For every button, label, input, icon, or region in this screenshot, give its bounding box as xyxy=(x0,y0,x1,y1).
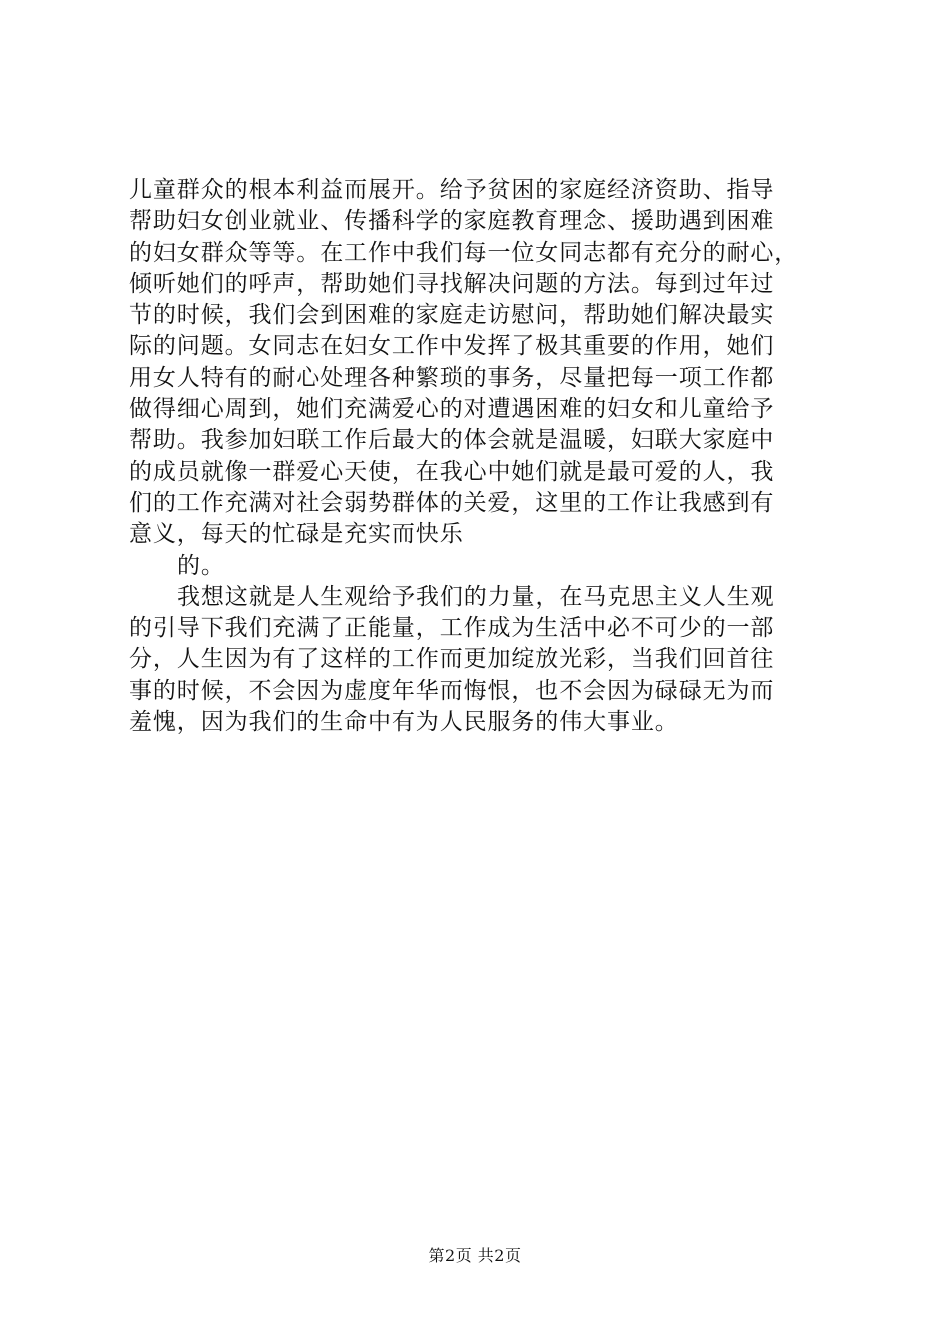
text-line: 意义，每天的忙碌是充实而快乐 xyxy=(129,521,464,548)
body-text xyxy=(129,175,829,738)
text-line: 羞愧，因为我们的生命中有为人民服务的伟大事业。 xyxy=(129,709,679,736)
text-line: 用女人特有的耐心处理各种繁琐的事务，尽量把每一项工作都 xyxy=(129,364,775,391)
page-number-footer: 第2页 共2页 xyxy=(428,1246,522,1265)
text-line: 做得细心周到，她们充满爱心的对遭遇困难的妇女和儿童给予 xyxy=(129,396,775,423)
text-line: 的。 xyxy=(177,552,225,579)
text-line: 的妇女群众等等。在工作中我们每一位女同志都有充分的耐心， xyxy=(129,239,799,266)
text-line: 倾听她们的呼声，帮助她们寻找解决问题的方法。每到过年过 xyxy=(129,270,775,297)
text-line: 分，人生因为有了这样的工作而更加绽放光彩，当我们回首往 xyxy=(129,646,775,673)
text-line: 际的问题。女同志在妇女工作中发挥了极其重要的作用，她们 xyxy=(129,333,775,360)
text-line: 帮助妇女创业就业、传播科学的家庭教育理念、援助遇到困难 xyxy=(129,208,775,235)
text-line: 们的工作充满对社会弱势群体的关爱，这里的工作让我感到有 xyxy=(129,489,775,516)
text-line: 事的时候，不会因为虚度年华而悔恨，也不会因为碌碌无为而 xyxy=(129,677,775,704)
text-line: 节的时候，我们会到困难的家庭走访慰问，帮助她们解决最实 xyxy=(129,302,775,329)
text-line: 帮助。我参加妇联工作后最大的体会就是温暖，妇联大家庭中 xyxy=(129,427,775,454)
paragraph-start-line: 我想这就是人生观给予我们的力量，在马克思主义人生观 xyxy=(177,583,775,610)
text-line: 的引导下我们充满了正能量，工作成为生活中必不可少的一部 xyxy=(129,615,775,642)
text-line: 儿童群众的根本利益而展开。给予贫困的家庭经济资助、指导 xyxy=(129,177,775,203)
text-line: 的成员就像一群爱心天使，在我心中她们就是最可爱的人，我 xyxy=(129,458,775,485)
